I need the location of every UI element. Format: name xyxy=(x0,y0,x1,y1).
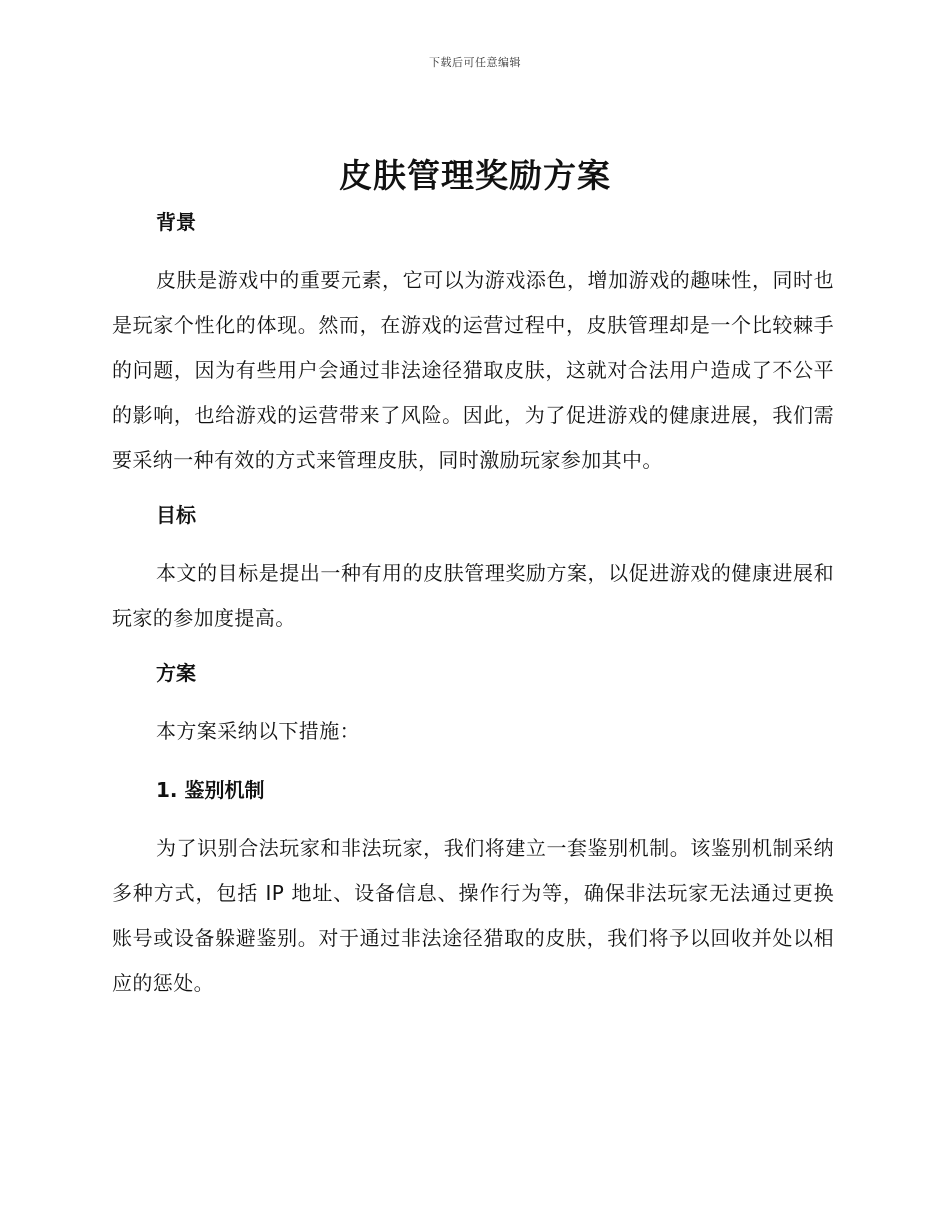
background-paragraph: 皮肤是游戏中的重要元素，它可以为游戏添色，增加游戏的趣味性，同时也是玩家个性化的体现。然而，在游戏的运营过程中，皮肤管理却是一个比较棘手的问题，因为有些用户会通过非法途径猎取皮肤，这就对合法用户造成了不公平的影响，也给游戏的运营带来了风险。因此，为了促进游戏的健康进展，我们需要采纳一种有效的方式来管理皮肤，同时激励玩家参加其中。 xyxy=(112,268,834,472)
subsection-heading-identification: 1. 鉴别机制 xyxy=(156,778,265,802)
header-note: 下载后可任意编辑 xyxy=(429,56,521,69)
document-title: 皮肤管理奖励方案 xyxy=(339,156,611,195)
document-body xyxy=(112,202,834,1018)
section-heading-goal: 目标 xyxy=(156,503,196,527)
section-heading-plan: 方案 xyxy=(156,661,196,685)
plan-intro: 本方案采纳以下措施： xyxy=(156,719,360,743)
identification-paragraph: 为了识别合法玩家和非法玩家，我们将建立一套鉴别机制。该鉴别机制采纳多种方式，包括 IP 地址、设备信息、操作行为等，确保非法玩家无法通过更换账号或设备躲避鉴别。对于通过非法途径猎取的皮肤，我们将予以回收并处以相应的惩处。 xyxy=(112,836,834,995)
goal-paragraph: 本文的目标是提出一种有用的皮肤管理奖励方案，以促进游戏的健康进展和玩家的参加度提高。 xyxy=(112,561,834,630)
section-heading-background: 背景 xyxy=(156,210,196,234)
